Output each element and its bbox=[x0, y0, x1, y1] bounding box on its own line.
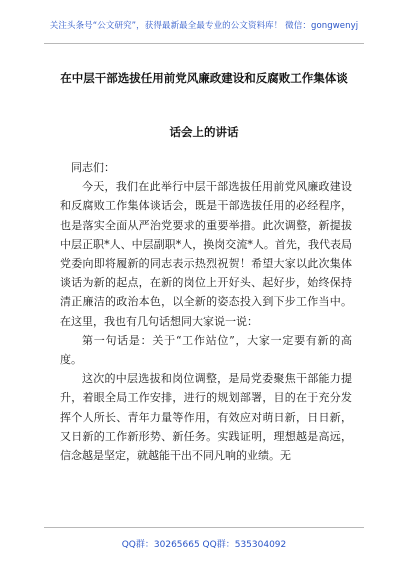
header-note: 关注头条号“公文研究”，获得最新最全最专业的公文资料库！ 微信：gongwenyj bbox=[49, 21, 359, 31]
footer-contacts: QQ群：30265665 QQ群：535304092 bbox=[121, 540, 287, 550]
header-divider bbox=[44, 43, 364, 44]
paragraph-intro: 今天，我们在此举行中层干部选拔任用前党风廉政建设和反腐败工作集体谈话会，既是干部选拔任用的必经程序，也是落实全面从严治党要求的重要举措。此次调整，新提拔中层正职*人、中层副职*人，换岗交流*人。首先，我代表局党委向即将履新的同志表示热烈祝贺！希望大家以此次集体谈话为新的起点，在新的岗位上开好头、起好步，始终保持清正廉洁的政治本色，以全新的姿态投入到下步工作当中。在这里，我也有几句话想同大家说一说： bbox=[60, 180, 352, 328]
document-body bbox=[60, 158, 352, 465]
paragraph-selection: 这次的中层选拔和岗位调整，是局党委聚焦干部能力提升，着眼全局工作安排，进行的规划部署，目的在于充分发挥个人所长、青年力量等作用，有效应对萌日新，日日新，又日新的工作新形势、新任务。实践证明，理想越是高远，信念越是坚定，就越能干出不同凡响的业绩。无 bbox=[60, 372, 352, 463]
footer-divider bbox=[44, 527, 364, 528]
paragraph-point-one: 第一句话是：关于“工作站位”，大家一定要有新的高度。 bbox=[60, 333, 352, 367]
salutation: 同志们： bbox=[71, 161, 115, 174]
document-title-line-1: 在中层干部选拔任用前党风廉政建设和反腐败工作集体谈 bbox=[60, 71, 348, 85]
document-title-line-2: 话会上的讲话 bbox=[169, 125, 239, 139]
